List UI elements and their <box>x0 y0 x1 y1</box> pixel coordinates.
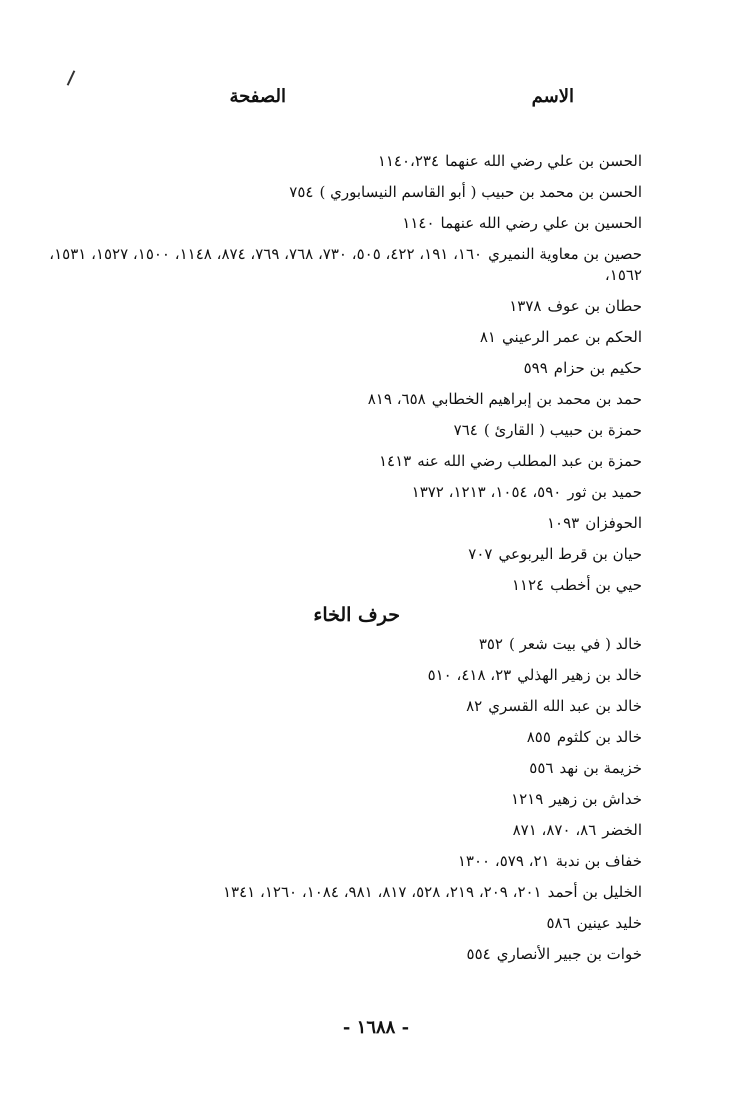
entry-name: خوات بن جبير الأنصاري <box>496 945 642 963</box>
list-item <box>42 482 642 503</box>
entry-pages: ٥٥٦ <box>529 759 554 777</box>
entry-pages: ٨١ <box>479 328 496 346</box>
section-title-kha: حرف الخاء <box>313 604 400 626</box>
pencil-mark <box>67 70 76 85</box>
entry-name: الحسن بن علي رضي الله عنهما <box>445 152 642 170</box>
entry-pages: ٥٩٩ <box>523 359 548 377</box>
list-item <box>42 820 642 841</box>
entry-pages: ١٣٧٨ <box>509 297 542 315</box>
entry-name: حمزة بن عبد المطلب رضي الله عنه <box>417 452 642 470</box>
entry-pages: ١١٤٠،٢٣٤ <box>377 152 440 170</box>
list-item <box>42 789 642 810</box>
list-item <box>42 451 642 472</box>
entry-name: خليد عينين <box>576 914 642 932</box>
entry-pages: ٧٦٤ <box>453 421 478 439</box>
entry-name: الحسين بن علي رضي الله عنهما <box>440 214 642 232</box>
entry-pages: ٥٩٠، ١٠٥٤، ١٢١٣، ١٣٧٢ <box>411 483 562 501</box>
list-item <box>42 882 642 903</box>
entry-name: حصين بن معاوية النميري <box>488 245 642 263</box>
list-item <box>42 182 642 203</box>
entry-pages: ٢١، ٥٧٩، ١٣٠٠ <box>457 852 550 870</box>
entry-name: الخضر <box>602 821 642 839</box>
list-item <box>42 513 642 534</box>
list-item <box>42 913 642 934</box>
entry-name: حمزة بن حبيب ( القارئ ) <box>483 421 642 439</box>
entry-pages: ٨٦، ٨٧٠، ٨٧١ <box>512 821 597 839</box>
entry-pages: ١١٢٤ <box>511 576 545 594</box>
entry-name: حكيم بن حزام <box>553 359 642 377</box>
list-item <box>42 544 642 565</box>
list-item <box>42 575 642 596</box>
page-number: - ١٦٨٨ - <box>342 1017 410 1038</box>
entry-pages: ١٤١٣ <box>378 452 412 470</box>
column-header-page: الصفحة <box>229 86 286 107</box>
index-list-kha <box>42 634 642 975</box>
list-item <box>42 151 642 172</box>
column-header-name: الاسم <box>531 86 574 107</box>
entry-name: خزيمة بن نهد <box>559 759 642 777</box>
entry-pages: ١٦٠، ١٩١، ٤٢٢، ٥٠٥، ٧٣٠، ٧٦٨، ٧٦٩، ٨٧٤، ١١٤٨، ١٥٠٠، ١٥٢٧، ١٥٣١، ١٥٦٢، <box>49 245 642 284</box>
entry-name: حطان بن عوف <box>547 297 642 315</box>
index-list-ha <box>42 151 642 606</box>
entry-name: خالد بن عبد الله القسري <box>488 697 642 715</box>
list-item <box>42 327 642 348</box>
list-item <box>42 851 642 872</box>
entry-name: حيي بن أخطب <box>550 576 642 594</box>
list-item <box>42 389 642 410</box>
entry-name: الحوفزان <box>585 514 642 532</box>
list-item <box>42 665 642 686</box>
list-item <box>42 296 642 317</box>
entry-pages: ١٢١٩ <box>511 790 544 808</box>
list-item <box>42 634 642 655</box>
list-item <box>42 244 642 286</box>
entry-name: خداش بن زهير <box>549 790 642 808</box>
entry-pages: ٦٥٨، ٨١٩ <box>367 390 426 408</box>
entry-pages: ١٠٩٣ <box>546 514 580 532</box>
entry-name: الخليل بن أحمد <box>547 883 642 901</box>
entry-pages: ٧٥٤ <box>289 183 314 201</box>
entry-pages: ٣٥٢ <box>478 635 503 653</box>
entry-pages: ٢٠١، ٢٠٩، ٢١٩، ٥٢٨، ٨١٧، ٩٨١، ١٠٨٤، ١٢٦٠، ١٣٤١ <box>223 883 542 901</box>
entry-name: حيان بن قرط اليربوعي <box>498 545 642 563</box>
entry-pages: ٥٨٦ <box>546 914 571 932</box>
list-item <box>42 420 642 441</box>
entry-name: خالد ( في بيت شعر ) <box>508 635 642 653</box>
list-item <box>42 758 642 779</box>
list-item <box>42 358 642 379</box>
list-item <box>42 944 642 965</box>
entry-pages: ١١٤٠ <box>402 214 435 232</box>
entry-pages: ٨٥٥ <box>526 728 551 746</box>
entry-name: خالد بن زهير الهذلي <box>517 666 642 684</box>
entry-name: خالد بن كلثوم <box>556 728 642 746</box>
entry-name: خفاف بن ندبة <box>555 852 642 870</box>
list-item <box>42 696 642 717</box>
entry-pages: ٧٠٧ <box>468 545 493 563</box>
entry-pages: ٥٥٤ <box>466 945 491 963</box>
entry-name: الحسن بن محمد بن حبيب ( أبو القاسم النيسابوري ) <box>319 183 642 201</box>
entry-pages: ٨٢ <box>466 697 483 715</box>
list-item <box>42 727 642 748</box>
entry-name: حمد بن محمد بن إبراهيم الخطابي <box>431 390 642 408</box>
entry-name: حميد بن ثور <box>567 483 642 501</box>
entry-name: الحكم بن عمر الرعيني <box>501 328 642 346</box>
entry-pages: ٢٣، ٤١٨، ٥١٠ <box>427 666 512 684</box>
list-item <box>42 213 642 234</box>
